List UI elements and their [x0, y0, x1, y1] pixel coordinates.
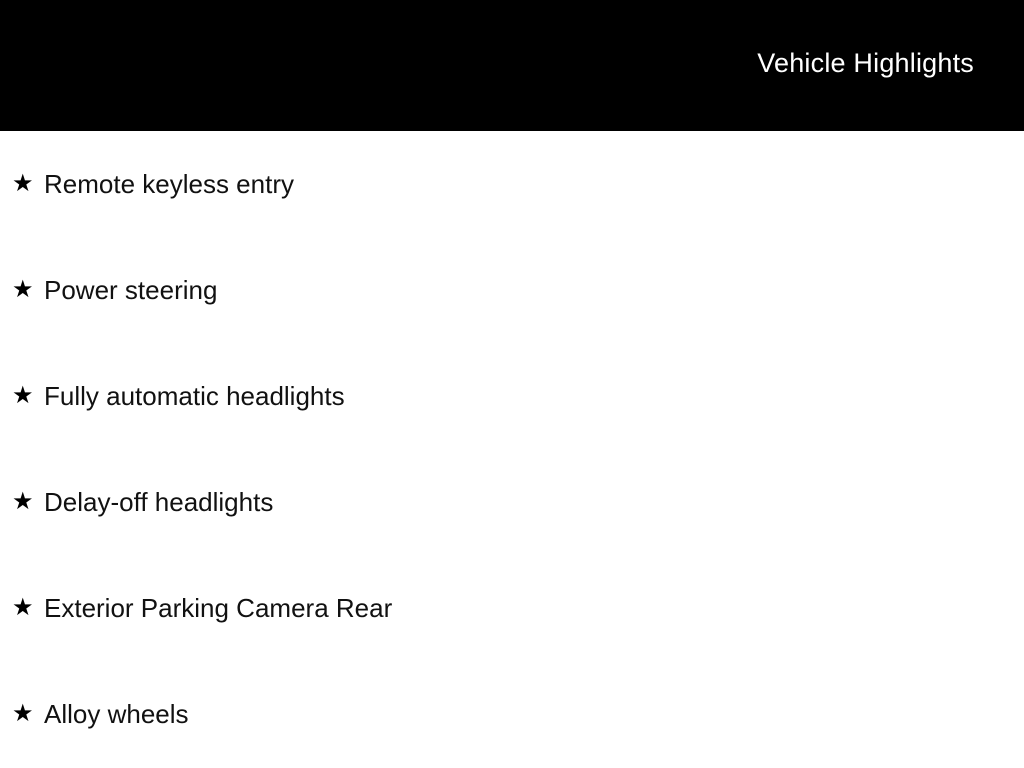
feature-label: Fully automatic headlights — [44, 381, 345, 411]
page-title: Vehicle Highlights — [757, 48, 974, 78]
list-item — [0, 237, 1024, 343]
feature-label: Exterior Parking Camera Rear — [44, 593, 393, 623]
list-item — [0, 661, 1024, 767]
feature-list — [0, 131, 1024, 767]
star-icon: ★ — [12, 382, 34, 409]
star-icon: ★ — [12, 488, 34, 515]
star-icon: ★ — [12, 170, 34, 197]
star-icon: ★ — [12, 700, 34, 727]
list-item — [0, 449, 1024, 555]
list-item — [0, 343, 1024, 449]
list-item — [0, 555, 1024, 661]
star-icon: ★ — [12, 276, 34, 303]
feature-label: Power steering — [44, 275, 218, 305]
list-item — [0, 131, 1024, 237]
star-icon: ★ — [12, 594, 34, 621]
feature-label: Alloy wheels — [44, 699, 189, 729]
feature-label: Remote keyless entry — [44, 169, 294, 199]
feature-label: Delay-off headlights — [44, 487, 274, 517]
header-bar — [0, 0, 1024, 131]
